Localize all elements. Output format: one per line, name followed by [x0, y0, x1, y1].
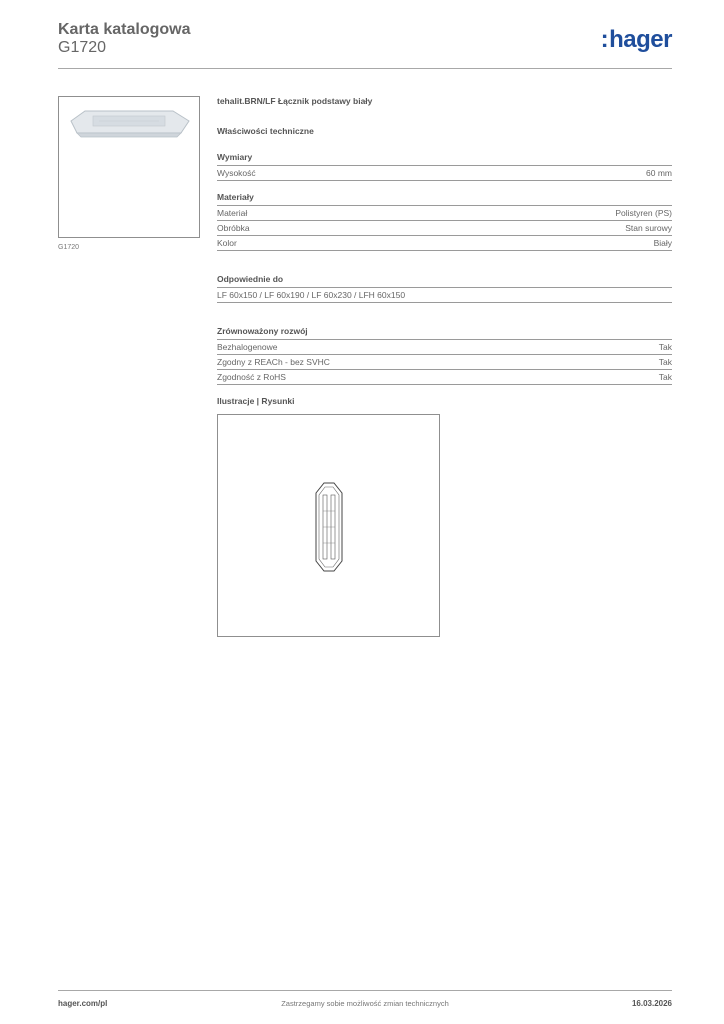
dimensions-heading: Wymiary — [217, 152, 672, 166]
spec-label: Materiał — [217, 208, 248, 218]
spec-row — [217, 166, 672, 181]
spec-row — [217, 221, 672, 236]
website-link[interactable]: hager.com/pl — [58, 999, 108, 1008]
product-title: tehalit.BRN/LF Łącznik podstawy biały — [217, 96, 373, 106]
spec-label: Bezhalogenowe — [217, 342, 278, 352]
spec-row — [217, 236, 672, 251]
connector-drawing-icon — [314, 481, 344, 573]
page-footer — [58, 990, 672, 1013]
product-code: G1720 — [58, 39, 107, 56]
spec-value: Stan surowy — [625, 223, 672, 233]
thumbnail-caption: G1720 — [58, 244, 80, 251]
suitable-for-heading: Odpowiednie do — [217, 274, 672, 288]
sustainability-heading: Zrównoważony rozwój — [217, 326, 672, 340]
spec-row — [217, 340, 672, 355]
technical-drawing — [217, 414, 440, 637]
spec-value: Tak — [658, 357, 672, 367]
product-thumbnail — [58, 96, 200, 238]
spec-row — [217, 288, 672, 303]
spec-label: Zgodność z RoHS — [217, 372, 286, 382]
product-photo-icon — [63, 103, 195, 143]
spec-value: Tak — [658, 372, 672, 382]
spec-value: 60 mm — [646, 168, 672, 178]
spec-value: Polistyren (PS) — [615, 208, 672, 218]
materials-heading: Materiały — [217, 192, 672, 206]
spec-label: Obróbka — [217, 223, 250, 233]
technical-properties-heading: Właściwości techniczne — [217, 126, 314, 136]
suitable-for-list: LF 60x150 / LF 60x190 / LF 60x230 / LFH 60x150 — [217, 290, 406, 300]
illustrations-heading: Ilustracje | Rysunki — [217, 396, 295, 406]
spec-value: Tak — [658, 342, 672, 352]
spec-label: Kolor — [217, 238, 237, 248]
page-header — [58, 20, 672, 69]
spec-row — [217, 355, 672, 370]
hager-logo: :hager — [600, 26, 672, 53]
footer-notice: Zastrzegamy sobie możliwość zmian technicznych — [281, 999, 449, 1008]
specification-section — [217, 96, 672, 385]
spec-value: Biały — [653, 238, 672, 248]
document-date: 16.03.2026 — [631, 999, 672, 1008]
spec-row — [217, 206, 672, 221]
spec-label: Zgodny z REACh - bez SVHC — [217, 357, 330, 367]
spec-label: Wysokość — [217, 168, 256, 178]
document-title: Karta katalogowa — [58, 21, 191, 38]
spec-row — [217, 370, 672, 385]
